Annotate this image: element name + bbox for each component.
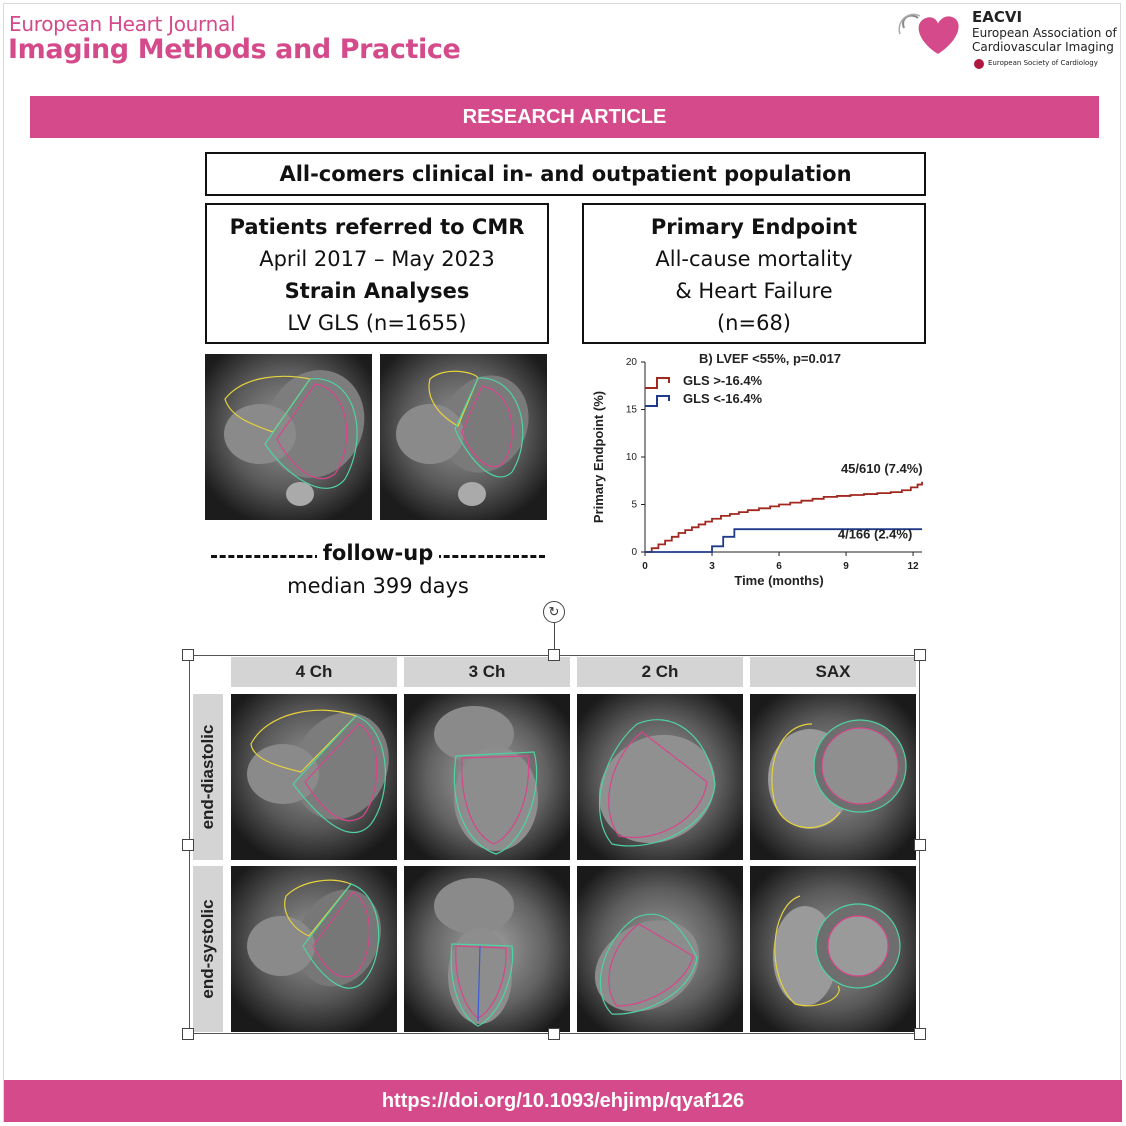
column-header-4ch: 4 Ch [231,657,397,687]
analysis-detail: LV GLS (n=1655) [287,311,467,335]
kaplan-meier-chart [585,347,930,597]
x-axis-title: Time (months) [734,573,824,588]
y-tick-label: 20 [625,357,637,368]
resize-handle-bottom-left[interactable] [182,1028,194,1040]
resize-handle-top[interactable] [548,649,560,661]
followup-divider [207,541,549,571]
org-name-line1: European Association of [972,26,1117,40]
endpoint-box [582,203,926,344]
patients-period: April 2017 – May 2023 [259,247,495,271]
endpoint-title: Primary Endpoint [650,215,858,239]
esc-logo-icon [974,59,984,69]
legend-label-series-2: GLS <-16.4% [683,391,763,406]
column-header-2ch: 2 Ch [577,657,743,687]
rotate-handle-icon[interactable]: ↻ [543,601,565,623]
resize-handle-right[interactable] [914,839,926,851]
curve-annotation-1: 45/610 (7.4%) [840,461,923,477]
column-header-3ch: 3 Ch [404,657,570,687]
column-header-sax: SAX [750,657,916,687]
row-header-diastolic [193,694,223,860]
mri-4ch-diastolic-thumb [205,354,372,520]
patients-box [205,203,549,344]
org-abbreviation: EACVI [972,8,1023,26]
doi-footer [4,1080,1122,1122]
row-label-systolic: end-systolic [198,899,217,999]
mri-2ch-systolic [577,866,743,1032]
mri-4ch-diastolic [231,694,397,860]
y-axis-title: Primary Endpoint (%) [591,390,606,524]
x-tick-label: 0 [642,561,648,572]
mri-3ch-systolic [404,866,570,1032]
doi-link[interactable]: https://doi.org/10.1093/ehjimp/qyaf126 [381,1089,745,1112]
row-header-systolic [193,866,223,1032]
y-tick-label: 5 [631,499,637,511]
curve-annotation-2: 4/166 (2.4%) [837,526,913,542]
resize-handle-bottom-right[interactable] [914,1028,926,1040]
endpoint-line3: (n=68) [716,311,791,335]
population-box [205,152,926,196]
resize-handle-top-right[interactable] [914,649,926,661]
society-name: European Society of Cardiology [988,59,1098,67]
x-tick-label: 9 [843,561,849,572]
row-label-diastolic: end-diastolic [198,724,217,830]
eacvi-heart-logo [896,8,968,56]
y-tick-label: 15 [625,404,637,416]
mri-3ch-diastolic [404,694,570,860]
x-tick-label: 3 [709,561,715,572]
mri-sax-systolic [750,866,916,1032]
article-type-banner [30,96,1099,138]
mri-4ch-systolic [231,866,397,1032]
followup-label: follow-up [317,541,440,565]
patients-title: Patients referred to CMR [229,215,525,239]
analysis-title: Strain Analyses [284,279,470,303]
org-name-line2: Cardiovascular Imaging [972,40,1114,54]
y-tick-label: 10 [625,452,637,463]
chart-title: B) LVEF <55%, p=0.017 [698,351,842,366]
resize-handle-top-left[interactable] [182,649,194,661]
resize-handle-left[interactable] [182,839,194,851]
y-tick-label: 0 [631,547,637,558]
population-title: All-comers clinical in- and outpatient population [279,162,852,186]
resize-handle-bottom[interactable] [548,1028,560,1040]
journal-subtitle: Imaging Methods and Practice [8,34,461,65]
mri-4ch-systolic-thumb [380,354,547,520]
article-type-label: RESEARCH ARTICLE [462,105,667,128]
endpoint-line2: & Heart Failure [675,279,833,303]
followup-median: median 399 days [287,574,469,598]
legend-swatch-series-2 [645,396,669,406]
x-tick-label: 6 [776,561,782,572]
legend-swatch-series-1 [645,378,669,388]
journal-name: European Heart Journal [9,12,236,36]
mri-sax-diastolic [750,694,916,860]
legend-label-series-1: GLS >-16.4% [683,373,763,388]
endpoint-line1: All-cause mortality [655,247,853,271]
x-tick-label: 12 [907,561,919,572]
mri-2ch-diastolic [577,694,743,860]
